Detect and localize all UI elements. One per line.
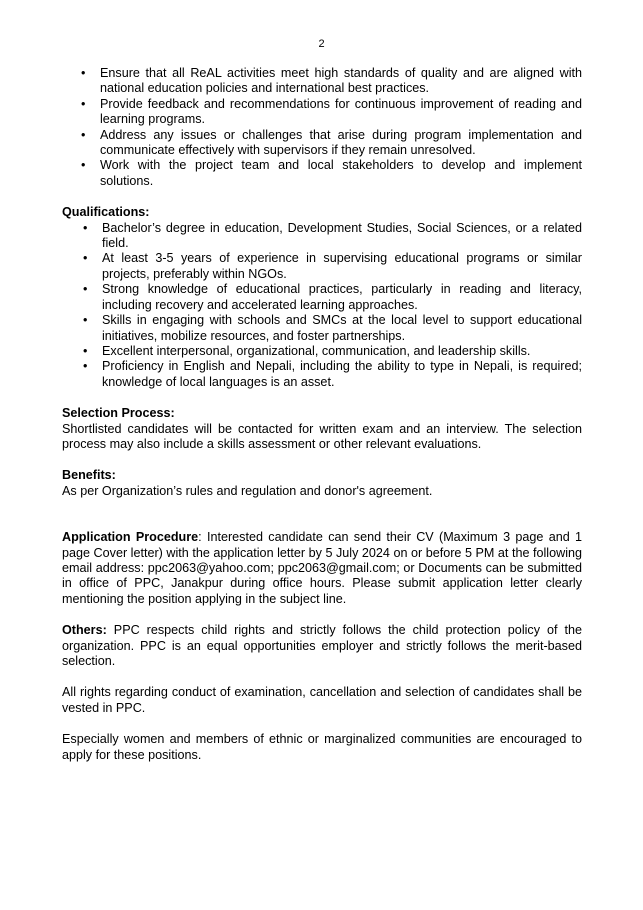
others-text: PPC respects child rights and strictly follows the child protection policy of the organization. PPC is an equal opportunities employer and strictly follows the merit-based selection. [62,623,582,668]
benefits-section [62,468,582,499]
others-paragraph [62,623,582,669]
list-item: • Strong knowledge of educational practices, particularly in reading and literacy, including recovery and accelerated learning approaches. [62,282,582,313]
encouragement-text: Especially women and members of ethnic or marginalized communities are encouraged to apply for these positions. [62,732,582,762]
list-item: • Ensure that all ReAL activities meet high standards of quality and are aligned with national education policies and international best practices. [62,66,582,97]
qualifications-list [62,221,582,390]
list-item: • Skills in engaging with schools and SMCs at the local level to support educational initiatives, mobilize resources, and foster partnerships. [62,313,582,344]
list-item: • At least 3-5 years of experience in supervising educational programs or similar projects, preferably within NGOs. [62,251,582,282]
selection-section [62,406,582,452]
encouragement-section [62,732,582,763]
rights-text: All rights regarding conduct of examination, cancellation and selection of candidates shall be vested in PPC. [62,685,582,715]
application-label: Application Procedure [62,530,199,545]
others-label: Others: [62,623,107,638]
qualifications-section [62,205,582,390]
qualifications-heading: Qualifications: [62,205,150,220]
application-paragraph [62,530,582,607]
list-item: • Provide feedback and recommendations for continuous improvement of reading and learning programs. [62,97,582,128]
document-body [62,66,582,763]
list-item: • Excellent interpersonal, organizational, communication, and leadership skills. [62,344,582,359]
list-item: • Address any issues or challenges that arise during program implementation and communicate effectively with supervisors if they remain unresolved. [62,128,582,159]
list-item: • Bachelor’s degree in education, Development Studies, Social Sciences, or a related field. [62,221,582,252]
list-item: • Proficiency in English and Nepali, including the ability to type in Nepali, is required; knowledge of local languages is an asset. [62,359,582,390]
application-section [62,530,582,607]
others-section [62,623,582,669]
page-number: 2 [318,38,325,50]
rights-section [62,685,582,716]
responsibilities-list [62,66,582,189]
benefits-heading: Benefits: [62,468,116,483]
benefits-text: As per Organization’s rules and regulation and donor's agreement. [62,483,433,498]
application-text: : Interested candidate can send their CV (Maximum 3 page and 1 page Cover letter) with the application letter by 5 July 2024 on or before 5 PM at the following email address: ppc2063@yahoo.com; ppc2063@gmail.com; or Documents can be submitted in office of PPC, Janakpur during office hours. Please submit application letter clearly mentioning the position applying in the subject line. [62,530,583,606]
list-item: • Work with the project team and local stakeholders to develop and implement solutions. [62,158,582,189]
selection-heading: Selection Process: [62,406,175,421]
selection-text: Shortlisted candidates will be contacted for written exam and an interview. The selection process may also include a skills assessment or other relevant evaluations. [62,421,582,451]
